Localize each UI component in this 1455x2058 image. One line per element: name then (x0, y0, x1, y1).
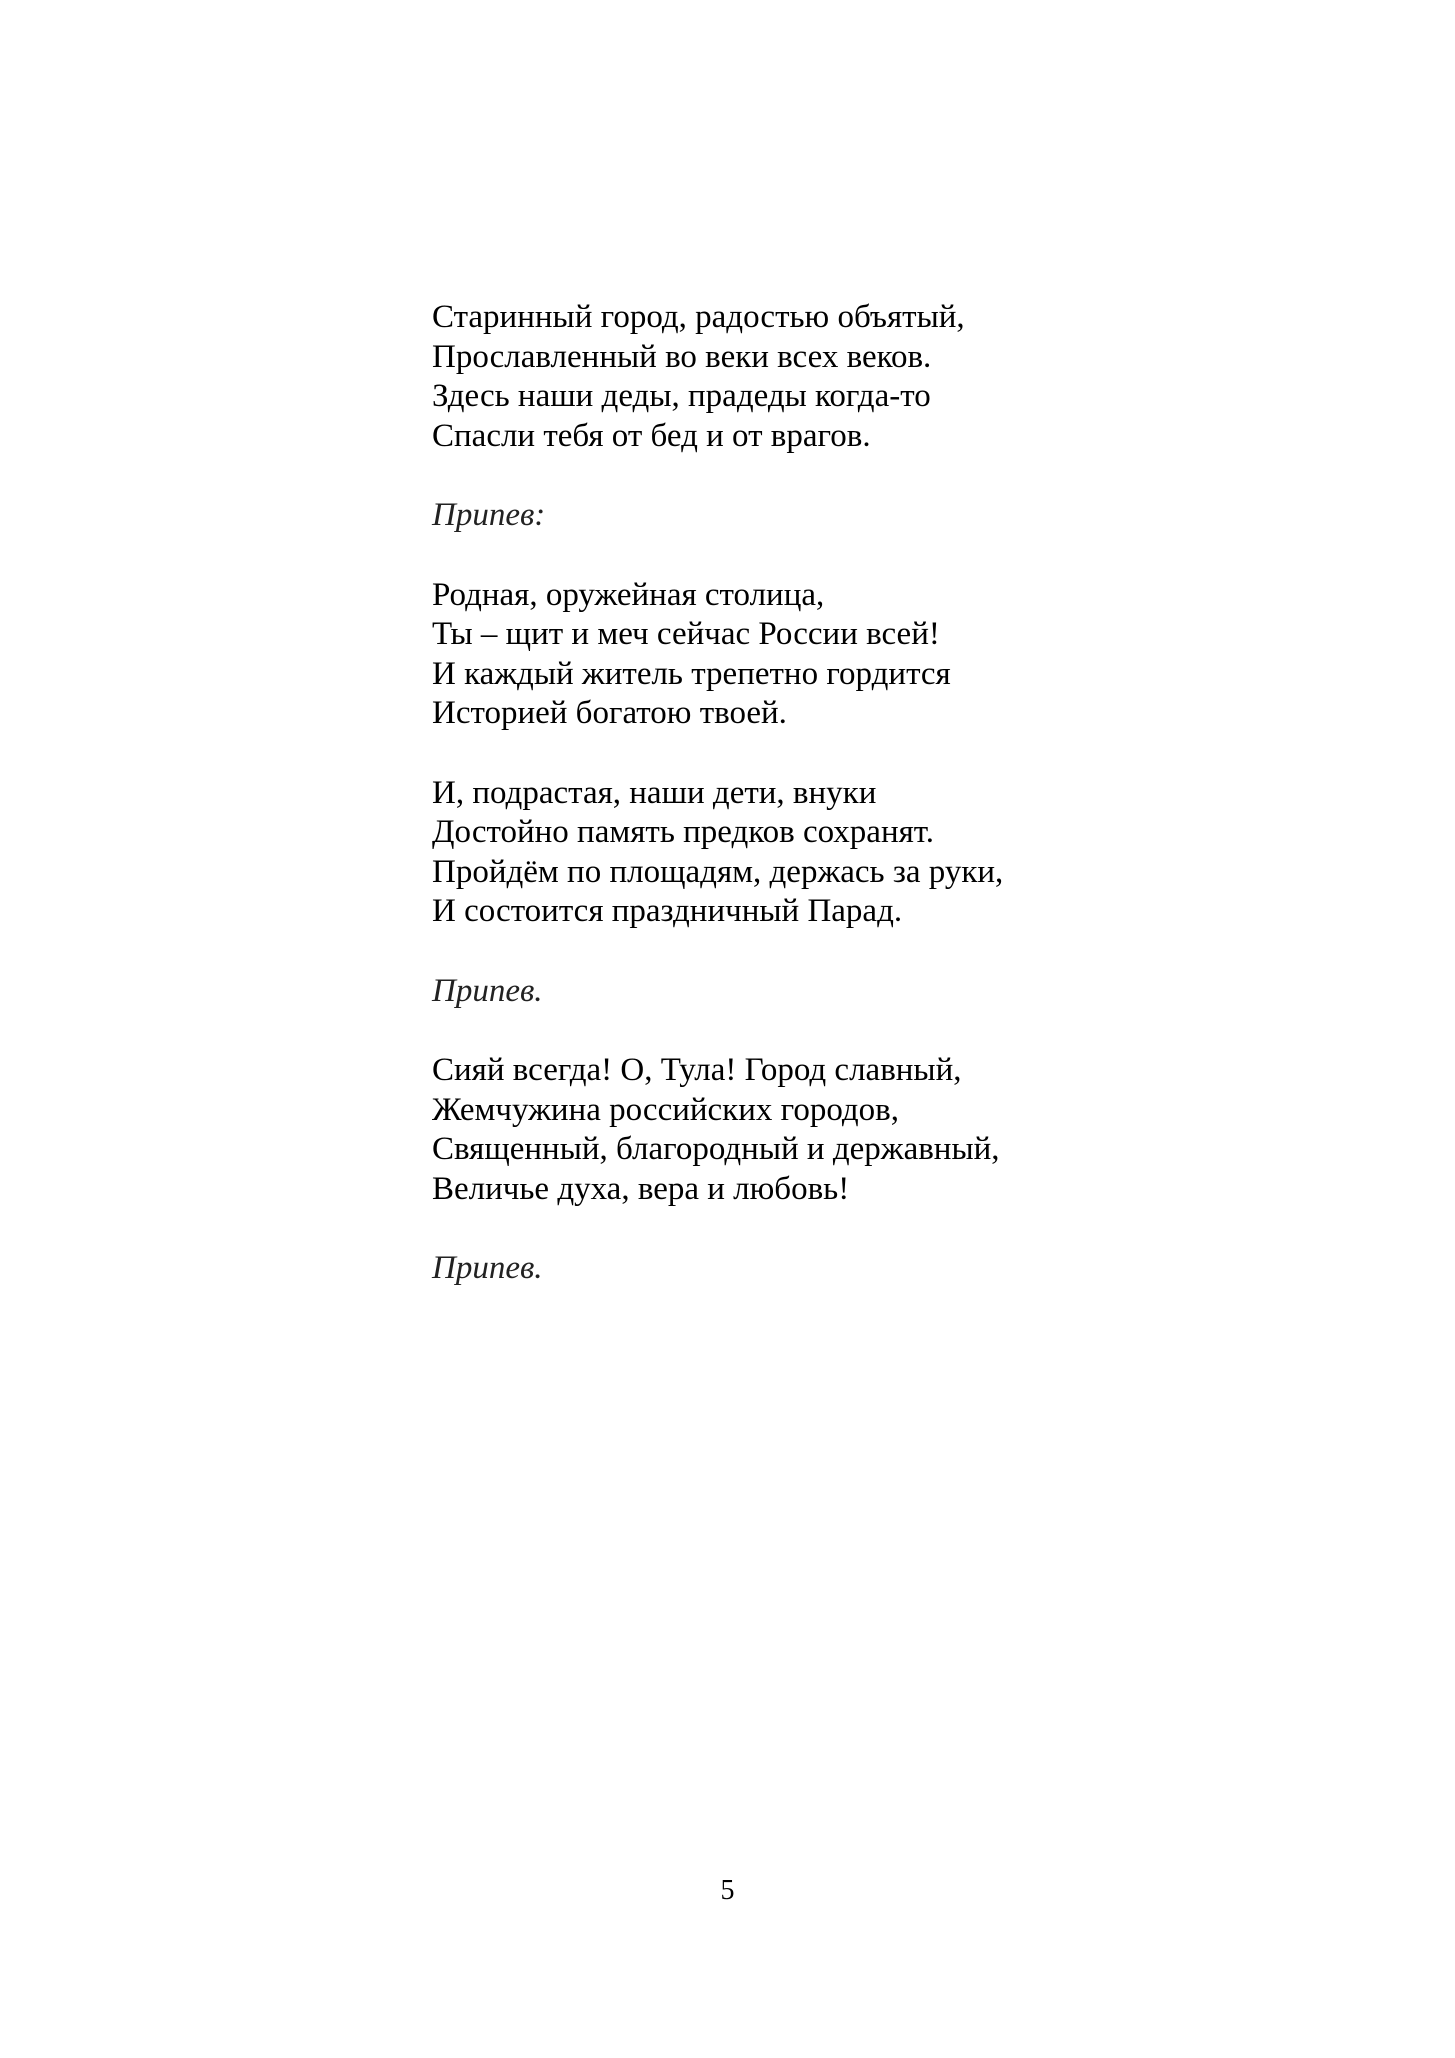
verse-line: И состоится праздничный Парад. (432, 893, 903, 929)
stanza-gap (432, 1011, 1232, 1051)
stanza-gap (432, 1209, 1232, 1249)
verse-line: Жемчужина российских городов, (432, 1091, 900, 1128)
stanza-gap (432, 734, 1232, 774)
verse-line: Достойно память предков сохранят. (432, 814, 934, 850)
stanza-2 (432, 576, 1232, 734)
stanza-4 (432, 1051, 1232, 1209)
refrain-label: Припев: (432, 497, 546, 533)
stanza-gap (432, 932, 1232, 972)
page-number: 5 (720, 1875, 735, 1906)
verse-line: Историей богатою твоей. (432, 695, 787, 731)
verse-line: Ты – щит и меч сейчас России всей! (432, 616, 940, 652)
verse-line: Священный, благородный и державный, (432, 1131, 1000, 1167)
stanza-3 (432, 774, 1232, 932)
stanza-gap (432, 536, 1232, 576)
stanza-1 (432, 298, 1232, 456)
poem-body (432, 298, 1232, 1289)
verse-line: Величье духа, вера и любовь! (432, 1170, 850, 1207)
verse-line: Прославленный во веки всех веков. (432, 338, 932, 375)
verse-line: Родная, оружейная столица, (432, 576, 825, 613)
refrain-label: Припев. (432, 1250, 543, 1286)
verse-line: Сияй всегда! О, Тула! Город славный, (432, 1052, 962, 1088)
verse-line: Спасли тебя от бед и от врагов. (432, 417, 871, 454)
verse-line: Старинный город, радостью объятый, (432, 299, 965, 335)
verse-line: И каждый житель трепетно гордится (432, 655, 951, 692)
refrain-label: Припев. (432, 972, 543, 1009)
verse-line: Здесь наши деды, прадеды когда-то (432, 378, 931, 414)
verse-line: И, подрастая, наши дети, внуки (432, 774, 877, 811)
stanza-gap (432, 456, 1232, 496)
verse-line: Пройдём по площадям, держась за руки, (432, 853, 1004, 890)
